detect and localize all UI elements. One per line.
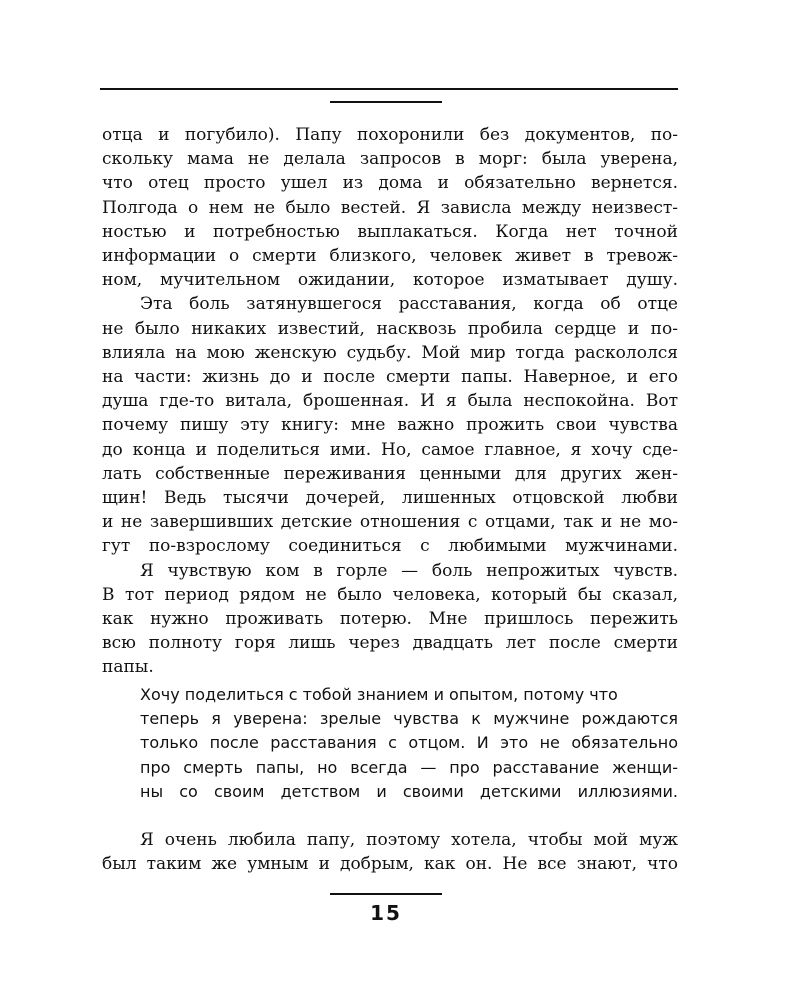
text-line: почему пишу эту книгу: мне важно прожить свои чувства [102,415,678,436]
text-line: Я очень любила папу, поэтому хотела, чтобы мой муж [140,830,678,850]
callout-line: про смерть папы, но всегда — про расставание женщи- [140,757,678,777]
text-line: Я чувствую ком в горле — боль непрожитых чувств. [140,560,678,581]
text-line: скольку мама не делала запросов в морг: была уверена, [102,149,678,170]
paragraph-4 [102,828,678,876]
text-line: был таким же умным и добрым, как он. Не все знают, что [102,854,678,875]
header-short-rule [330,101,442,103]
text-line: лать собственные переживания ценными для других жен- [102,463,678,484]
text-line: не было никаких известий, насквозь пробила сердце и по- [102,318,678,339]
text-line: влияла на мою женскую судьбу. Мой мир тогда раскололся [102,342,678,363]
text-line: что отец просто ушел из дома и обязательно вернется. [102,173,678,194]
text-line: гут по-взрослому соединиться с любимыми мужчинами. [102,536,678,557]
footer-rule [330,893,442,895]
text-line: всю полноту горя лишь через двадцать лет после смерти [102,633,678,654]
text-line: ном, мучительном ожидании, которое изматывает душу. [102,270,678,291]
text-line: ностью и потребностью выплакаться. Когда нет точной [102,221,678,242]
text-line: отца и погубило). Папу похоронили без документов, по- [102,125,678,145]
text-line: до конца и поделиться ими. Но, самое главное, я хочу сде- [102,439,678,460]
text-line: информации о смерти близкого, человек живет в тревож- [102,246,678,267]
text-line: В тот период рядом не было человека, который бы сказал, [102,584,678,605]
paragraph-2 [102,292,678,558]
header-rule [100,88,678,90]
page-number: 15 [370,901,402,925]
text-line: и не завершивших детские отношения с отцами, так и не мо- [102,512,678,533]
callout-line: Хочу поделиться с тобой знанием и опытом, потому что [140,685,618,704]
text-line: душа где-то витала, брошенная. И я была неспокойна. Вот [102,391,678,412]
paragraph-3 [102,559,678,680]
text-line: щин! Ведь тысячи дочерей, лишенных отцовской любви [102,488,678,509]
callout-quote [140,683,678,804]
text-line: папы. [102,657,154,678]
callout-line: только после расставания с отцом. И это не обязательно [140,733,678,753]
paragraph-1 [102,123,678,292]
callout-line: ны со своим детством и своими детскими иллюзиями. [140,781,678,801]
text-line: на части: жизнь до и после смерти папы. Наверное, и его [102,367,678,388]
main-text [102,123,678,680]
callout-line: теперь я уверена: зрелые чувства к мужчине рождаются [140,709,678,729]
text-line: Эта боль затянувшегося расставания, когда об отце [140,294,678,315]
text-line: как нужно проживать потерю. Мне пришлось пережить [102,609,678,630]
text-line: Полгода о нем не было вестей. Я зависла между неизвест- [102,197,678,218]
